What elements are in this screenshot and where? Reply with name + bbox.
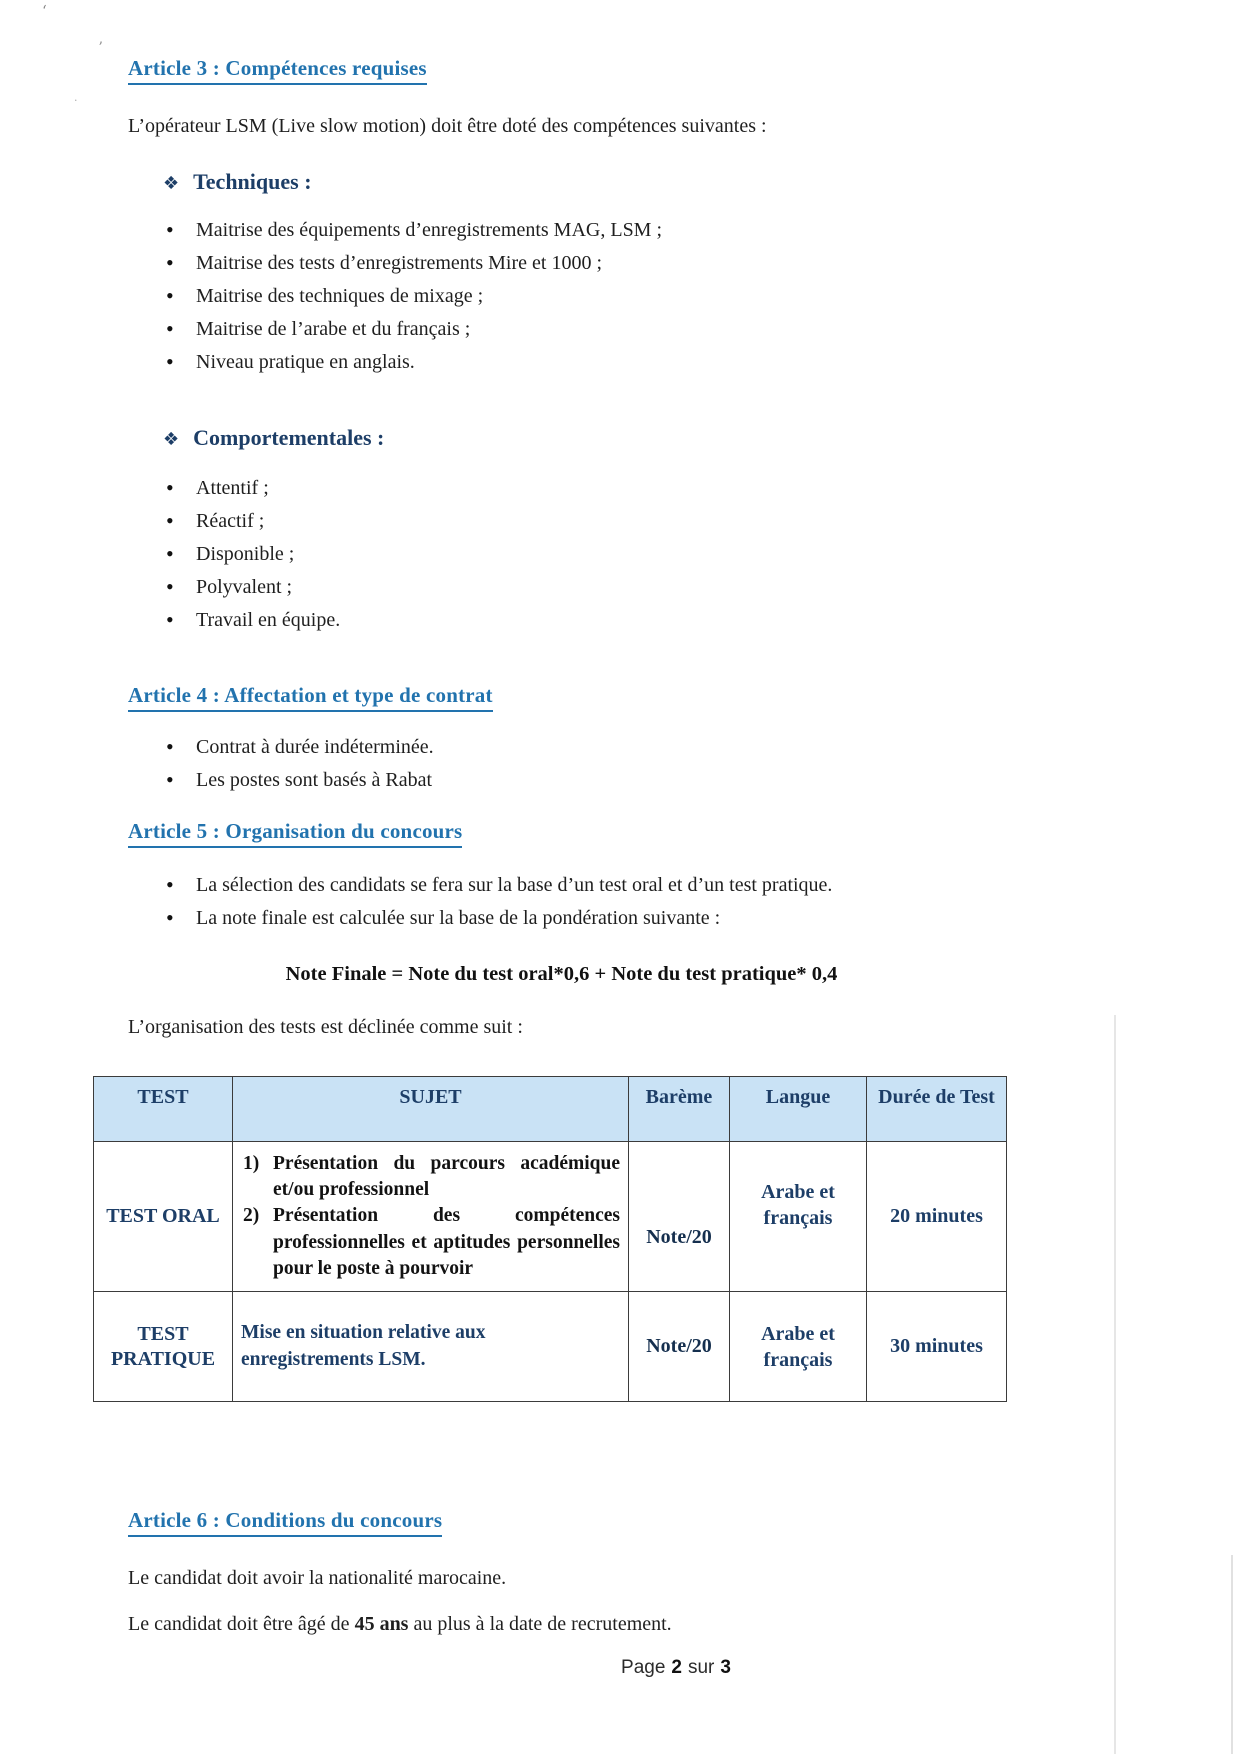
page-number-footer — [128, 1657, 1224, 1679]
footer-separator: sur — [687, 1657, 715, 1678]
scan-edge-line — [1114, 1015, 1116, 1754]
test-pratique-bareme: Note/20 — [629, 1292, 730, 1402]
list-item: • Maitrise des équipements d’enregistrements MAG, LSM ; — [128, 217, 1035, 243]
article4-list — [128, 734, 1035, 793]
sujet-text: Mise en situation relative aux enregistrements LSM. — [241, 1322, 486, 1370]
list-item: • Attentif ; — [128, 475, 1035, 501]
test-oral-langue: Arabe et français — [730, 1142, 867, 1292]
list-item: • La sélection des candidats se fera sur la base d’un test oral et d’un test pratique. — [128, 872, 1035, 898]
article5-list — [128, 872, 1035, 931]
techniques-heading-label: Techniques : — [193, 169, 312, 194]
col-header-langue: Langue — [730, 1077, 867, 1142]
condition-age-suffix: au plus à la date de recrutement. — [408, 1613, 672, 1635]
scan-edge-line — [1231, 1555, 1233, 1754]
item-text: Présentation des compétences professionnelles et aptitudes personnelles pour le poste à pourvoir — [273, 1205, 620, 1279]
article3-intro: L’opérateur LSM (Live slow motion) doit être doté des compétences suivantes : — [128, 115, 767, 137]
table-row-test-oral — [94, 1142, 1007, 1292]
sujet-item — [241, 1203, 620, 1282]
test-pratique-label: TEST PRATIQUE — [94, 1292, 233, 1402]
scan-artifact: ʻ — [42, 2, 47, 20]
article3-title: Article 3 : Compétences requises — [128, 56, 427, 85]
tests-organisation-line: L’organisation des tests est déclinée comme suit : — [128, 1016, 523, 1038]
sujet-item — [241, 1151, 620, 1204]
table-row-test-pratique — [94, 1292, 1007, 1402]
list-item: • Maitrise de l’arabe et du français ; — [128, 316, 1035, 342]
list-item: • Maitrise des techniques de mixage ; — [128, 283, 1035, 309]
list-item: • Niveau pratique en anglais. — [128, 349, 1035, 375]
table-header-row — [94, 1077, 1007, 1142]
techniques-heading — [163, 169, 1035, 195]
article4-title: Article 4 : Affectation et type de contrat — [128, 683, 493, 712]
final-score-formula: Note Finale = Note du test oral*0,6 + Note du test pratique* 0,4 — [285, 963, 838, 985]
test-oral-label: TEST ORAL — [94, 1142, 233, 1292]
footer-current-page: 2 — [671, 1657, 682, 1678]
test-oral-duree: 20 minutes — [867, 1142, 1007, 1292]
col-header-duree: Durée de Test — [867, 1077, 1007, 1142]
item-marker: 1) — [243, 1152, 260, 1174]
condition-nationality: Le candidat doit avoir la nationalité marocaine. — [128, 1567, 507, 1589]
article5-title: Article 5 : Organisation du concours — [128, 819, 462, 848]
diamond-icon: ❖ — [163, 173, 180, 194]
condition-age — [128, 1611, 1035, 1637]
comportementales-heading — [163, 425, 1035, 451]
col-header-test: TEST — [94, 1077, 233, 1142]
comportementales-list — [128, 475, 1035, 633]
item-text: Présentation du parcours académique et/ou professionnel — [273, 1152, 620, 1201]
tests-table — [93, 1076, 1007, 1402]
condition-age-value: 45 ans — [354, 1613, 409, 1635]
scan-artifact: · — [74, 94, 78, 107]
list-item: • Contrat à durée indéterminée. — [128, 734, 1035, 760]
list-item: • Maitrise des tests d’enregistrements Mire et 1000 ; — [128, 250, 1035, 276]
list-item: • La note finale est calculée sur la base de la pondération suivante : — [128, 905, 1035, 931]
col-header-bareme: Barème — [629, 1077, 730, 1142]
item-marker: 2) — [243, 1205, 260, 1227]
test-pratique-duree: 30 minutes — [867, 1292, 1007, 1402]
techniques-list — [128, 217, 1035, 375]
test-pratique-langue: Arabe et français — [730, 1292, 867, 1402]
diamond-icon: ❖ — [163, 429, 180, 450]
test-oral-sujet — [233, 1142, 629, 1292]
footer-total-pages: 3 — [720, 1657, 731, 1678]
article6-title: Article 6 : Conditions du concours — [128, 1508, 442, 1537]
list-item: • Les postes sont basés à Rabat — [128, 767, 1035, 793]
comportementales-heading-label: Comportementales : — [193, 425, 385, 450]
test-pratique-sujet — [233, 1292, 629, 1402]
footer-label: Page — [621, 1657, 666, 1678]
list-item: • Réactif ; — [128, 508, 1035, 534]
list-item: • Disponible ; — [128, 541, 1035, 567]
condition-age-prefix: Le candidat doit être âgé de — [128, 1613, 355, 1635]
col-header-sujet: SUJET — [233, 1077, 629, 1142]
scan-artifact: ʼ — [98, 40, 103, 56]
test-oral-bareme: Note/20 — [629, 1142, 730, 1292]
list-item: • Polyvalent ; — [128, 574, 1035, 600]
list-item: • Travail en équipe. — [128, 607, 1035, 633]
